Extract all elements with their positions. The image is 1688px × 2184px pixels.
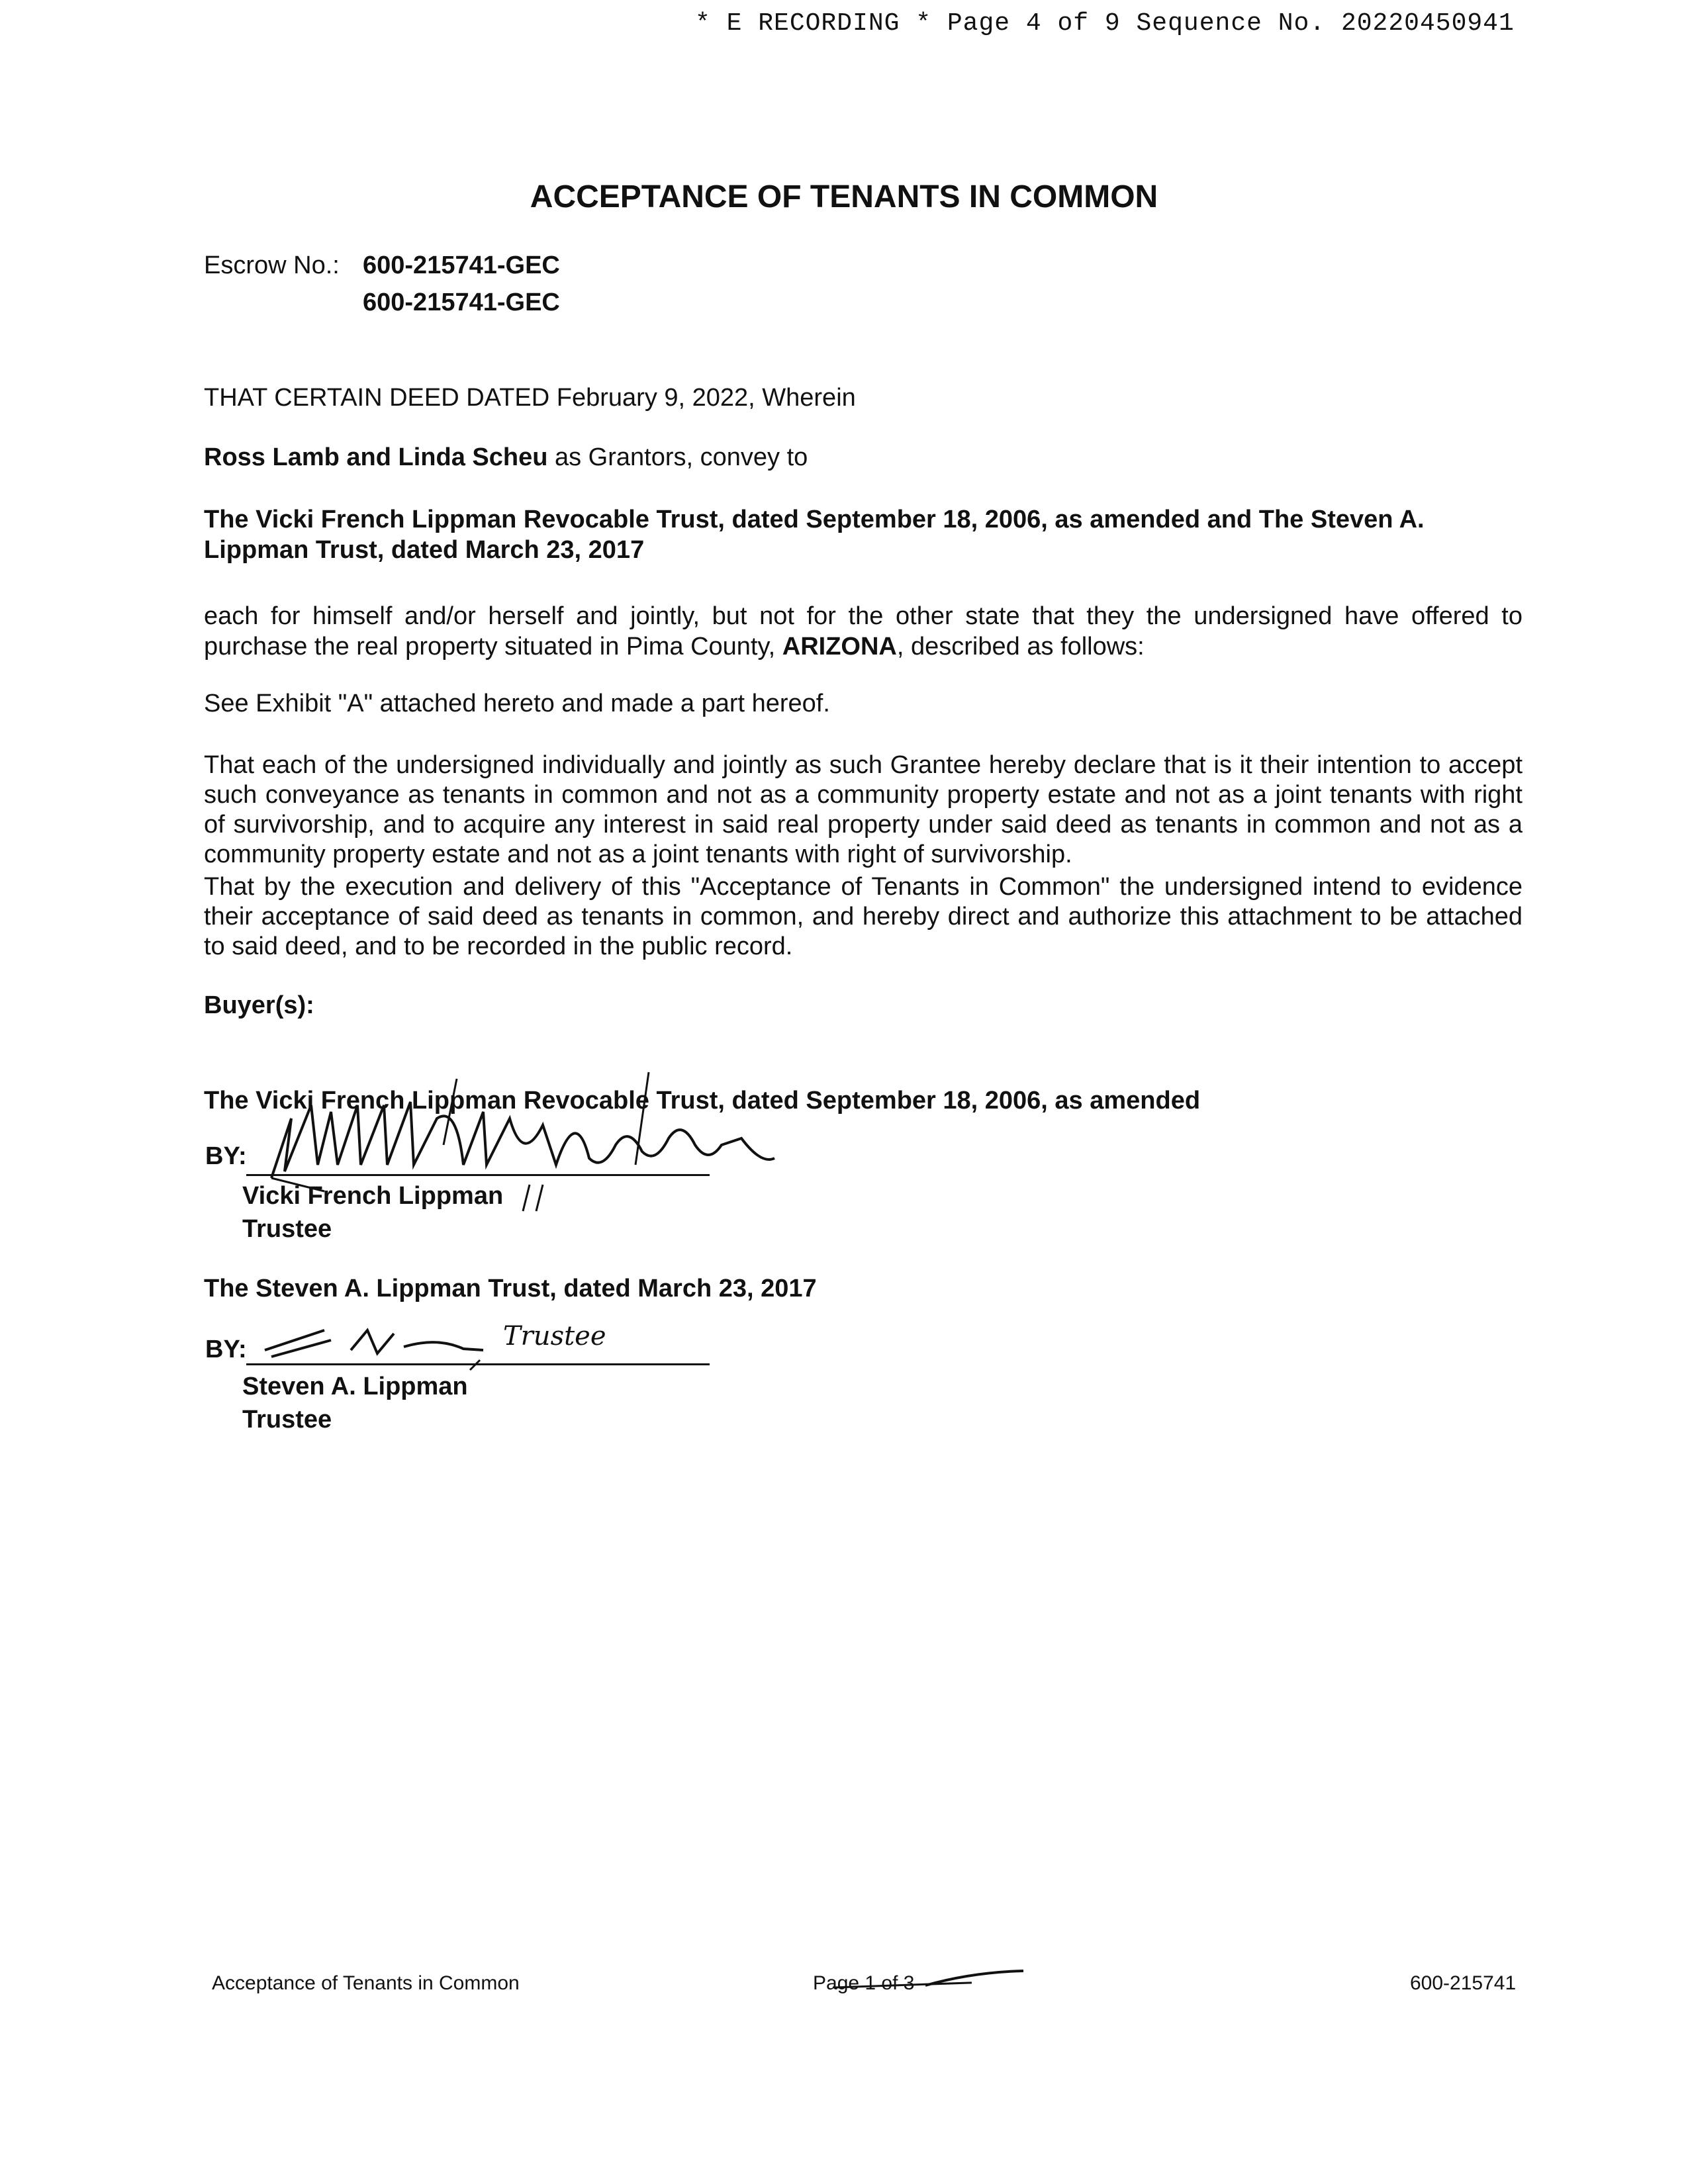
deed-line: THAT CERTAIN DEED DATED February 9, 2022, Wherein xyxy=(204,384,856,412)
buyers-label: Buyer(s): xyxy=(204,991,314,1019)
signer-role: Trustee xyxy=(242,1215,332,1243)
signer-role: Trustee xyxy=(242,1406,332,1433)
page-number-text: Page 1 of 3 xyxy=(813,1972,915,1994)
escrow-label: Escrow No.: xyxy=(204,251,340,279)
recording-header: * E RECORDING * Page 4 of 9 Sequence No. 20220450941 xyxy=(695,9,1515,38)
footer-escrow-number: 600-215741 xyxy=(1410,1972,1517,1994)
grantor-names: Ross Lamb and Linda Scheu xyxy=(204,443,548,471)
exhibit-line: See Exhibit "A" attached hereto and made a part hereof. xyxy=(204,690,830,717)
escrow-number: 600-215741-GEC xyxy=(363,251,560,279)
by-label: BY: xyxy=(205,1336,247,1363)
signer-trust-name: The Steven A. Lippman Trust, dated March 23, 2017 xyxy=(204,1275,817,1302)
grantors-line xyxy=(204,442,1523,473)
signer-trust-name: The Vicki French Lippman Revocable Trust, dated September 18, 2006, as amended xyxy=(204,1087,1201,1115)
signer-name: Steven A. Lippman xyxy=(242,1373,468,1400)
footer-document-name: Acceptance of Tenants in Common xyxy=(212,1972,520,1994)
document-title: ACCEPTANCE OF TENANTS IN COMMON xyxy=(530,179,1158,214)
handwritten-line xyxy=(925,1967,1025,1987)
execution-paragraph: That by the execution and delivery of this "Acceptance of Tenants in Common" the undersigned intend to evidence their acceptance of said deed as tenants in common, and hereby direct and authorize this attachment to be attached to said deed, and to be recorded in the public record. xyxy=(204,873,1523,960)
purchase-paragraph xyxy=(204,601,1523,662)
grantors-suffix: as Grantors, convey to xyxy=(547,443,808,471)
signer-name: Vicki French Lippman xyxy=(242,1182,504,1210)
purchase-text: each for himself and/or herself and jointly, but not for the other state that they the undersigned have offered to purchase the real property situated in Pima County, xyxy=(204,602,1523,660)
page-number xyxy=(813,1972,914,1995)
state-name: ARIZONA xyxy=(782,633,897,660)
escrow-number: 600-215741-GEC xyxy=(363,289,560,316)
by-label: BY: xyxy=(205,1142,247,1170)
grantees: The Vicki French Lippman Revocable Trust, dated September 18, 2006, as amended and The Steven A. Lippman Trust, dated March 23, 2017 xyxy=(204,506,1425,564)
purchase-text-end: , described as follows: xyxy=(896,633,1145,660)
intent-paragraph: That each of the undersigned individually and jointly as such Grantee hereby declare that is it their intention to accept such conveyance as tenants in common and not as a community property estate and not as a joint tenants with right of survivorship, and to acquire any interest in said real property under said deed as tenants in common and not as a community property estate and not as a joint tenants with right of survivorship. xyxy=(204,751,1523,868)
handwritten-title: Trustee xyxy=(503,1321,606,1351)
handwritten-signature xyxy=(252,1317,530,1377)
